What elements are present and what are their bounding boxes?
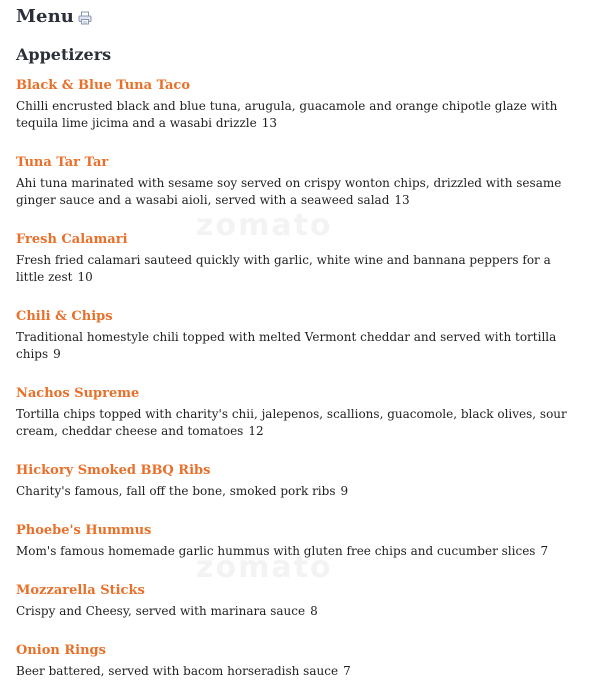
- menu-item-price: 12: [248, 424, 264, 438]
- menu-title: Menu: [16, 5, 74, 27]
- menu-item-name: Mozzarella Sticks: [16, 583, 145, 598]
- watermark: zomato: [196, 208, 333, 243]
- menu-item-name: Tuna Tar Tar: [16, 155, 109, 170]
- menu-item-description-text: Crispy and Cheesy, served with marinara sauce: [16, 604, 306, 618]
- watermark: zomato: [196, 550, 333, 585]
- menu-item: [16, 76, 581, 153]
- menu-item-price: 9: [53, 347, 61, 361]
- menu-item-description: [16, 329, 581, 363]
- menu-item: [16, 230, 581, 307]
- menu-item: [16, 461, 581, 521]
- section-title-appetizers: Appetizers: [16, 45, 112, 64]
- menu-item-name: Phoebe's Hummus: [16, 523, 152, 538]
- menu-item-price: 13: [261, 116, 277, 130]
- menu-item-description-text: Fresh fried calamari sauteed quickly with garlic, white wine and bannana peppers for a little zest: [16, 253, 551, 284]
- menu-item-price: 7: [540, 544, 549, 558]
- menu-item-price: 7: [343, 664, 351, 678]
- printer-icon[interactable]: [78, 10, 92, 24]
- menu-item-name: Fresh Calamari: [16, 232, 128, 247]
- menu-item-name: Nachos Supreme: [16, 386, 140, 401]
- menu-item: [16, 641, 581, 685]
- menu-item-description: [16, 175, 581, 209]
- menu-item-description: [16, 98, 581, 132]
- menu-item: [16, 581, 581, 641]
- menu-item-price: 13: [394, 193, 410, 207]
- menu-item-name: Chili & Chips: [16, 309, 113, 324]
- menu-item-description-text: Beer battered, served with bacom horseradish sauce: [16, 664, 339, 678]
- menu-item-description: [16, 603, 581, 620]
- menu-item-name: Onion Rings: [16, 643, 106, 658]
- menu-item-description-text: Chilli encrusted black and blue tuna, arugula, guacamole and orange chipotle glaze with tequila lime jicima and a wasabi drizzle: [16, 99, 558, 130]
- menu-item: [16, 521, 581, 581]
- menu-item-name: Black & Blue Tuna Taco: [16, 78, 191, 93]
- menu-item-price: 10: [77, 270, 93, 284]
- menu-item-description-text: Mom's famous homemade garlic hummus with gluten free chips and cucumber slices: [16, 544, 536, 558]
- menu-item-description: [16, 252, 581, 286]
- menu-item-price: 9: [340, 484, 349, 498]
- menu-item-description-text: Tortilla chips topped with charity's chii, jalepenos, scallions, guacomole, black olives, sour cream, cheddar cheese and tomatoes: [16, 407, 567, 438]
- menu-items-list: [16, 76, 581, 685]
- menu-item-description-text: Ahi tuna marinated with sesame soy served on crispy wonton chips, drizzled with sesame ginger sauce and a wasabi aioli, served with a seaweed salad: [16, 176, 562, 207]
- menu-header: [16, 0, 581, 32]
- menu-item-name: Hickory Smoked BBQ Ribs: [16, 463, 211, 478]
- menu-page: [16, 0, 581, 685]
- menu-item-description: [16, 406, 581, 440]
- menu-item-description: [16, 483, 581, 500]
- menu-item: [16, 153, 581, 230]
- menu-item-price: 8: [310, 604, 318, 618]
- menu-item-description-text: Charity's famous, fall off the bone, smoked pork ribs: [16, 484, 336, 498]
- menu-item: [16, 307, 581, 384]
- menu-item: [16, 384, 581, 461]
- menu-item-description-text: Traditional homestyle chili topped with melted Vermont cheddar and served with tortilla chips: [16, 330, 557, 361]
- menu-item-description: [16, 543, 581, 560]
- menu-item-description: [16, 663, 581, 680]
